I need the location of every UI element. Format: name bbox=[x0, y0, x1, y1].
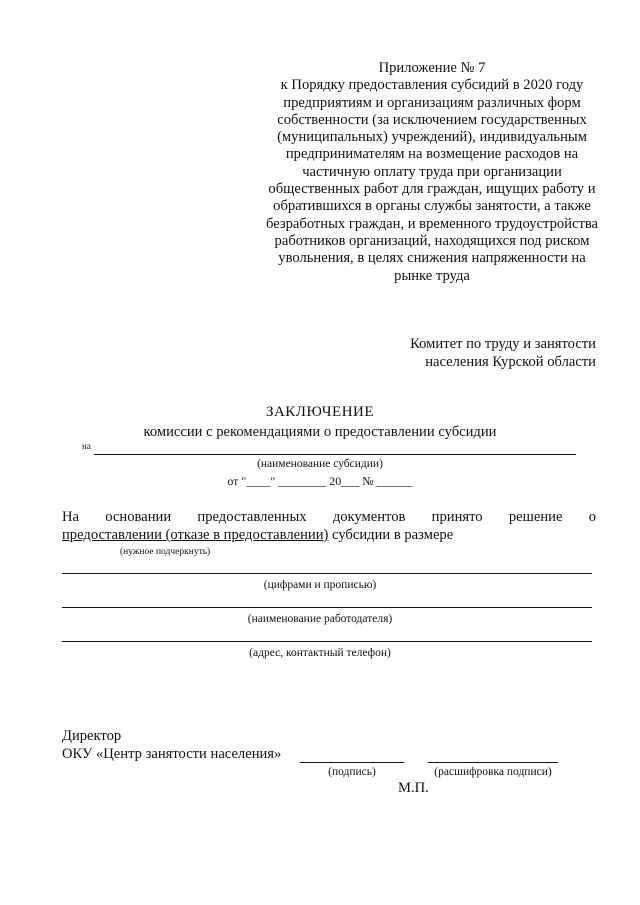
appendix-line: (муниципальных) учреждений), индивидуальным bbox=[277, 129, 587, 146]
amount-caption: (цифрами и прописью) bbox=[263, 579, 377, 591]
appendix-line: рынке труда bbox=[394, 267, 470, 284]
decision-word: предоставленных bbox=[197, 509, 307, 525]
decision-line-2-rest: субсидии в размере bbox=[328, 527, 454, 543]
document-subtitle: комиссии с рекомендациями о предоставлении субсидии bbox=[143, 424, 497, 440]
signature-field[interactable] bbox=[300, 762, 404, 763]
signature-decoding-field[interactable] bbox=[428, 762, 558, 763]
decision-line-1 bbox=[62, 508, 596, 526]
amount-field[interactable] bbox=[62, 573, 592, 574]
decision-line-2 bbox=[62, 526, 596, 544]
employer-field[interactable] bbox=[62, 607, 592, 608]
decision-word: документов bbox=[332, 509, 406, 525]
appendix-line: обратившихся в органы службы занятости, а также bbox=[273, 198, 591, 215]
decision-word: принято bbox=[431, 509, 483, 525]
appendix-header bbox=[254, 60, 610, 285]
appendix-line: Приложение № 7 bbox=[378, 60, 486, 76]
signature-decoding-caption: (расшифровка подписи) bbox=[434, 766, 552, 778]
director-title: Директор bbox=[62, 728, 122, 744]
addressee-line: Комитет по труду и занятости bbox=[410, 336, 596, 352]
appendix-line: увольнения, в целях снижения напряженности на bbox=[278, 250, 586, 267]
appendix-line: работников организаций, находящихся под риском bbox=[274, 232, 590, 249]
decision-word: основании bbox=[105, 509, 172, 525]
na-label: на bbox=[82, 441, 91, 451]
appendix-line: частичную оплату труда при организации bbox=[302, 163, 562, 180]
appendix-line: общественных работ для граждан, ищущих работу и bbox=[268, 181, 596, 198]
subsidy-name-field[interactable] bbox=[94, 454, 576, 455]
appendix-line: собственности (за исключением государственных bbox=[277, 111, 587, 128]
appendix-line: предприятиям и организациям различных форм bbox=[283, 94, 581, 111]
address-caption: (адрес, контактный телефон) bbox=[249, 647, 391, 659]
organization-name: ОКУ «Центр занятости населения» bbox=[62, 746, 282, 762]
appendix-line: предпринимателям на возмещение расходов на bbox=[285, 146, 579, 163]
decision-word: о bbox=[588, 509, 596, 525]
decision-word: На bbox=[62, 509, 80, 525]
appendix-line: безработных граждан, и временного трудоустройства bbox=[265, 215, 599, 232]
decision-text bbox=[62, 508, 596, 544]
document-title: ЗАКЛЮЧЕНИЕ bbox=[265, 404, 375, 420]
employer-caption: (наименование работодателя) bbox=[247, 613, 393, 625]
date-number-line[interactable]: от "____" ________ 20___ № ______ bbox=[227, 474, 413, 488]
decision-option-underlined[interactable]: предоставлении (отказе в предоставлении) bbox=[62, 527, 329, 543]
decision-word: решение bbox=[508, 509, 563, 525]
signature-caption: (подпись) bbox=[328, 766, 376, 778]
addressee bbox=[360, 335, 596, 371]
address-field[interactable] bbox=[62, 641, 592, 642]
appendix-line: к Порядку предоставления субсидий в 2020 году bbox=[280, 77, 584, 94]
addressee-line: населения Курской области bbox=[425, 354, 596, 370]
subsidy-name-caption: (наименование субсидии) bbox=[257, 458, 383, 470]
underline-hint: (нужное подчеркнуть) bbox=[120, 547, 211, 557]
stamp-place: М.П. bbox=[398, 780, 429, 796]
